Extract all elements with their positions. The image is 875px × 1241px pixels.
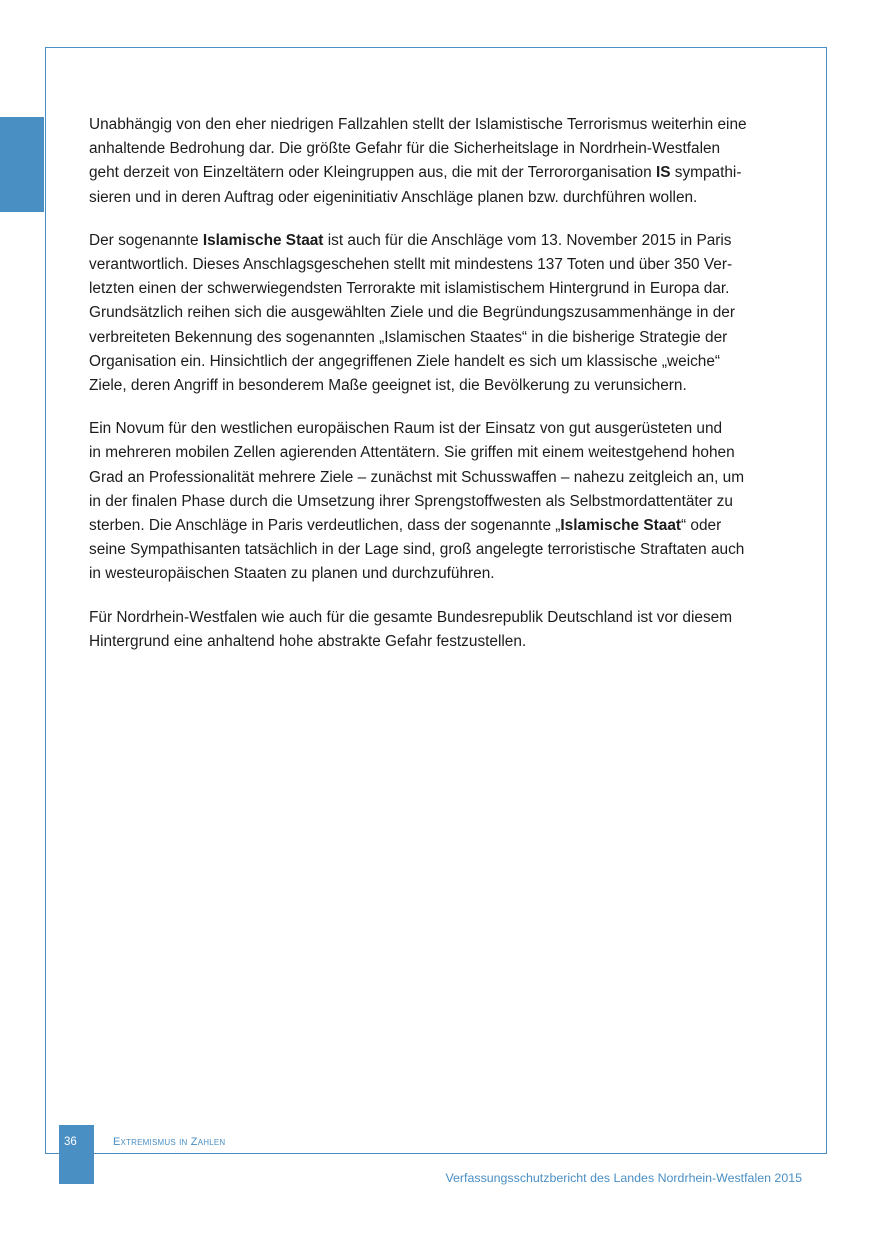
text-line	[89, 630, 805, 654]
text-segment: sympathi-	[670, 164, 742, 182]
report-title: Verfassungsschutzbericht des Landes Nordrhein-Westfalen 2015	[445, 1171, 802, 1185]
side-tab-marker	[0, 117, 44, 212]
text-line	[89, 514, 805, 538]
text-segment: anhaltende Bedrohung dar. Die größte Gefahr für die Sicherheitslage in Nordrhein-Westfalen	[89, 140, 721, 158]
text-segment: Für Nordrhein-Westfalen wie auch für die gesamte Bundesrepublik Deutschland ist vor diesem	[89, 608, 733, 626]
text-segment: verbreiteten Bekennung des sogenannten „Islamischen Staates“ in die bisherige Strategie der	[89, 328, 728, 346]
paragraph	[89, 113, 805, 210]
text-segment: sieren und in deren Auftrag oder eigeninitiativ Anschläge planen bzw. durchführen wollen.	[89, 188, 698, 206]
text-line	[89, 538, 805, 562]
text-line	[89, 374, 805, 398]
text-line	[89, 161, 805, 185]
text-line	[89, 441, 805, 465]
text-segment: sterben. Die Anschläge in Paris verdeutlichen, dass der sogenannte „	[89, 517, 561, 535]
text-line	[89, 229, 805, 253]
text-segment: Der sogenannte	[89, 231, 203, 249]
text-line	[89, 277, 805, 301]
text-segment: Organisation ein. Hinsichtlich der angegriffenen Ziele handelt es sich um klassische „weiche“	[89, 352, 721, 370]
text-segment: Grad an Professionalität mehrere Ziele – zunächst mit Schusswaffen – nahezu zeitgleich an, um	[89, 468, 745, 486]
text-segment: in der finalen Phase durch die Umsetzung ihrer Sprengstoffwesten als Selbstmordattentäter zu	[89, 492, 733, 510]
text-segment: in westeuropäischen Staaten zu planen und durchzuführen.	[89, 565, 495, 583]
paragraph	[89, 606, 805, 654]
text-line	[89, 253, 805, 277]
text-segment: Unabhängig von den eher niedrigen Fallzahlen stellt der Islamistische Terrorismus weiterhin eine	[89, 116, 747, 133]
text-segment: seine Sympathisanten tatsächlich in der Lage sind, groß angelegte terroristische Straftaten auch	[89, 541, 745, 559]
text-line	[89, 417, 805, 441]
text-line	[89, 301, 805, 325]
paragraph	[89, 417, 805, 586]
bold-term: Islamische Staat	[202, 231, 324, 249]
paragraph	[89, 229, 805, 398]
text-segment: geht derzeit von Einzeltätern oder Kleingruppen aus, die mit der Terrororganisation	[89, 164, 656, 182]
text-segment: “ oder	[681, 517, 722, 535]
text-line	[89, 186, 805, 210]
text-line	[89, 137, 805, 161]
text-segment: letzten einen der schwerwiegendsten Terrorakte mit islamistischem Hintergrund in Europa dar.	[89, 280, 730, 298]
text-line	[89, 350, 805, 374]
bold-term: IS	[655, 164, 671, 182]
text-segment: verantwortlich. Dieses Anschlagsgeschehen stellt mit mindestens 137 Toten und über 350 Ver-	[89, 256, 733, 274]
bold-term: Islamische Staat	[560, 517, 682, 535]
text-line	[89, 562, 805, 586]
text-line	[89, 113, 805, 137]
text-line	[89, 490, 805, 514]
text-line	[89, 326, 805, 350]
page-number: 36	[59, 1125, 94, 1184]
text-segment: Ein Novum für den westlichen europäischen Raum ist der Einsatz von gut ausgerüsteten und	[89, 420, 723, 438]
text-segment: Grundsätzlich reihen sich die ausgewählten Ziele und die Begründungszusammenhänge in der	[89, 304, 735, 322]
text-segment: Hintergrund eine anhaltend hohe abstrakte Gefahr festzustellen.	[89, 632, 527, 650]
text-segment: in mehreren mobilen Zellen agierenden Attentätern. Sie griffen mit einem weitestgehend hohen	[89, 444, 735, 462]
section-title: Extremismus in Zahlen	[113, 1136, 226, 1148]
text-segment: Ziele, deren Angriff in besonderem Maße geeignet ist, die Bevölkerung zu verunsichern.	[89, 377, 687, 395]
body-text	[89, 113, 805, 673]
text-line	[89, 466, 805, 490]
text-segment: ist auch für die Anschläge vom 13. November 2015 in Paris	[323, 231, 732, 249]
text-line	[89, 606, 805, 630]
